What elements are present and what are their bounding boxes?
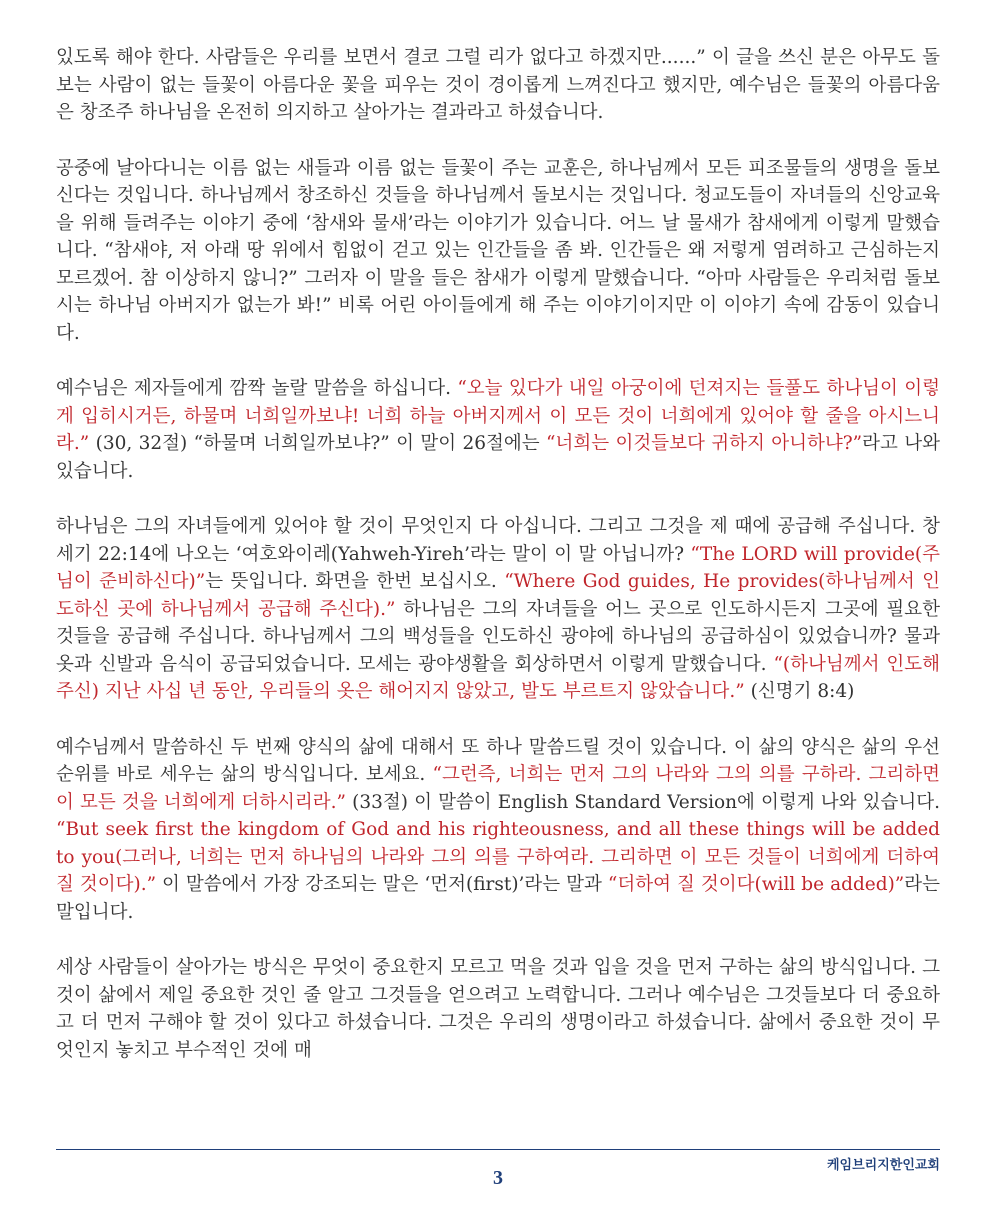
text-segment: (신명기 8:4) — [744, 681, 855, 702]
scripture-quote: “But seek first the kingdom of God and his righteousness, and all these things will be added to you(그러나, 너희는 먼저 하나님의 나라와 그의 의를 구하여라. 그리하면 이 모든 것들이 너희에게 더하여 질 것이다).” — [56, 819, 940, 895]
paragraph-2 — [56, 155, 940, 348]
text-segment: 있도록 해야 한다. 사람들은 우리를 보면서 결코 그럴 리가 없다고 하겠지만......” 이 글을 쓰신 분은 아무도 돌보는 사람이 없는 들꽃이 아름다운 꽃을 피우는 것이 경이롭게 느껴진다고 했지만, 예수님은 들꽃의 아름다움은 창조주 하나님을 온전히 의지하고 살아가는 결과라고 하셨습니다. — [56, 47, 940, 123]
text-segment: 예수님께서 말씀하신 두 번째 양식의 삶에 대해서 또 하나 말씀드릴 것이 있습니다. 이 삶의 양식은 삶의 우선 순위를 바로 세우는 삶의 방식입니다. 보세요. — [56, 736, 940, 785]
page-number: 3 — [493, 1167, 503, 1189]
scripture-quote: “The LORD will provide(주님이 준비하신다)” — [56, 543, 940, 592]
text-segment: 하나님은 그의 자녀들에게 있어야 할 것이 무엇인지 다 아십니다. 그리고 그것을 제 때에 공급해 주십니다. 창세기 22:14에 나오는 ‘여호와이레(Yahweh-Yireh’라는 말이 이 말 아닙니까? — [56, 516, 940, 565]
body-text — [56, 44, 940, 1092]
text-segment: 라고 나와 있습니다. — [56, 433, 940, 482]
text-segment: 는 뜻입니다. 화면을 한번 보십시오. — [205, 571, 505, 592]
scripture-quote: “그런즉, 너희는 먼저 그의 나라와 그의 의를 구하라. 그리하면 이 모든 것을 너희에게 더하시리라.” — [56, 764, 940, 813]
paragraph-6 — [56, 954, 940, 1064]
text-segment: 이 말씀에서 가장 강조되는 말은 ‘먼저(first)’라는 말과 — [156, 874, 608, 895]
footer-divider — [56, 1149, 940, 1150]
text-segment: (33절) 이 말씀이 English Standard Version에 이렇게 나와 있습니다. — [346, 791, 940, 813]
paragraph-3 — [56, 375, 940, 485]
paragraph-4 — [56, 513, 940, 706]
scripture-quote: “오늘 있다가 내일 아궁이에 던져지는 들풀도 하나님이 이렇게 입히시거든, 하물며 너희일까보냐! 너희 하늘 아버지께서 이 모든 것이 너희에게 있어야 할 줄을 아시느니라.” — [56, 378, 941, 454]
church-name: 케임브리지한인교회 — [826, 1158, 940, 1173]
text-segment: 세상 사람들이 살아가는 방식은 무엇이 중요한지 모르고 먹을 것과 입을 것을 먼저 구하는 삶의 방식입니다. 그것이 삶에서 제일 중요한 것인 줄 알고 그것들을 얻으려고 노력합니다. 그러나 예수님은 그것들보다 더 중요하고 더 먼저 구해야 할 것이 있다고 하셨습니다. 그것은 우리의 생명이라고 하셨습니다. 삶에서 중요한 것이 무엇인지 놓치고 부수적인 것에 매 — [56, 957, 940, 1061]
paragraph-5 — [56, 734, 940, 927]
text-segment: 공중에 날아다니는 이름 없는 새들과 이름 없는 들꽃이 주는 교훈은, 하나님께서 모든 피조물들의 생명을 돌보신다는 것입니다. 하나님께서 창조하신 것들을 하나님께서 돌보시는 것입니다. 청교도들이 자녀들의 신앙교육을 위해 들려주는 이야기 중에 ‘참새와 물새’라는 이야기가 있습니다. 어느 날 물새가 참새에게 이렇게 말했습니다. “참새야, 저 아래 땅 위에서 힘없이 걷고 있는 인간들을 좀 봐. 인간들은 왜 저렇게 염려하고 근심하는지 모르겠어. 참 이상하지 않니?” 그러자 이 말을 들은 참새가 이렇게 말했습니다. “아마 사람들은 우리처럼 돌보시는 하나님 아버지가 없는가 봐!” 비록 어린 아이들에게 해 주는 이야기이지만 이 이야기 속에 감동이 있습니다. — [56, 157, 940, 344]
scripture-quote: “너희는 이것들보다 귀하지 아니하냐?” — [546, 433, 863, 454]
text-segment: 하나님은 그의 자녀들을 어느 곳으로 인도하시든지 그곳에 필요한 것들을 공급해 주십니다. 하나님께서 그의 백성들을 인도하신 광야에 하나님의 공급하심이 있었습니까? 물과 옷과 신발과 음식이 공급되었습니다. 모세는 광야생활을 회상하면서 이렇게 말했습니다. — [56, 598, 940, 675]
text-segment: 예수님은 제자들에게 깜짝 놀랄 말씀을 하십니다. — [56, 378, 458, 399]
text-segment: (30, 32절) “하물며 너희일까보냐?” 이 말이 26절에는 — [89, 433, 547, 454]
scripture-quote: “(하나님께서 인도해 주신) 지난 사십 년 동안, 우리들의 옷은 해어지지 않았고, 발도 부르트지 않았습니다.” — [56, 653, 941, 702]
paragraph-1 — [56, 44, 940, 127]
scripture-quote: “더하여 질 것이다(will be added)” — [607, 874, 905, 895]
text-segment: 라는 말입니다. — [56, 874, 941, 923]
scripture-quote: “Where God guides, He provides(하나님께서 인도하신 곳에 하나님께서 공급해 주신다).” — [56, 571, 940, 620]
